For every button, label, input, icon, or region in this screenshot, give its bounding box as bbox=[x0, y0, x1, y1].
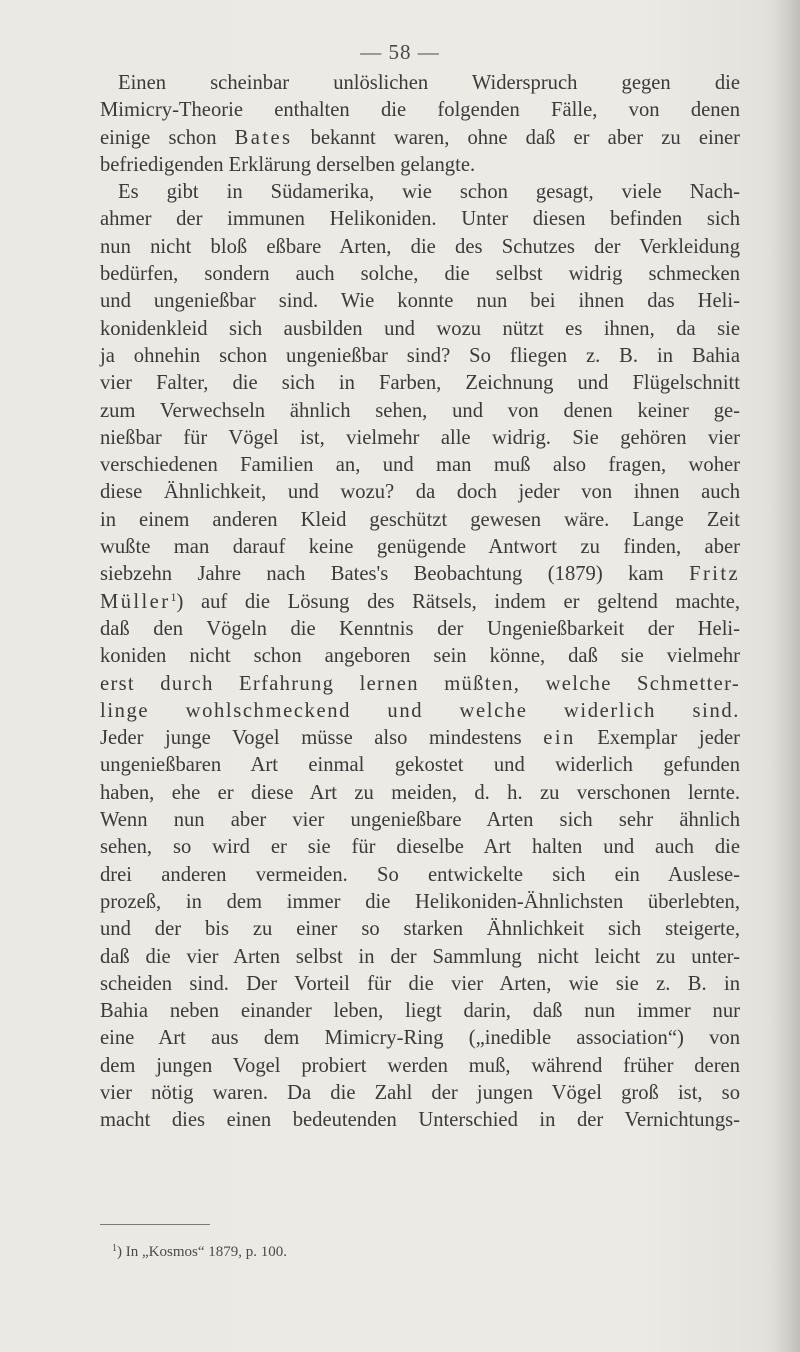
text-line: haben, ehe er diese Art zu meiden, d. h. zu verschonen lernte. bbox=[100, 781, 740, 804]
text-line: Bahia neben einander leben, liegt darin, daß nun immer nur bbox=[100, 1000, 740, 1023]
text-line: siebzehn Jahre nach Bates's Beobachtung (1879) kam Fritz bbox=[100, 563, 740, 586]
body-text bbox=[100, 70, 740, 1135]
footnote bbox=[112, 1244, 287, 1261]
text-line: und ungenießbar sind. Wie konnte nun bei ihnen das Heli- bbox=[100, 290, 740, 313]
text-line: ungenießbaren Art einmal gekostet und widerlich gefunden bbox=[100, 754, 740, 777]
text-line: dem jungen Vogel probiert werden muß, während früher deren bbox=[100, 1054, 740, 1077]
text-line: einige schon Bates bekannt waren, ohne daß er aber zu einer bbox=[100, 126, 740, 149]
text-line: koniden nicht schon angeboren sein könne, daß sie vielmehr bbox=[100, 645, 740, 668]
text-line: Jeder junge Vogel müsse also mindestens ein Exemplar jeder bbox=[100, 727, 740, 750]
page-number: — 58 — bbox=[360, 40, 440, 64]
text-line: zum Verwechseln ähnlich sehen, und von denen keiner ge- bbox=[100, 399, 740, 422]
text-line: scheiden sind. Der Vorteil für die vier Arten, wie sie z. B. in bbox=[100, 972, 740, 995]
text-line: prozeß, in dem immer die Helikoniden-Ähnlichsten überlebten, bbox=[100, 890, 740, 913]
page-edge-shadow bbox=[772, 0, 800, 1352]
text-line: Einen scheinbar unlöslichen Widerspruch gegen die bbox=[118, 72, 740, 94]
text-line: und der bis zu einer so starken Ähnlichkeit sich steigerte, bbox=[100, 918, 740, 941]
text-line: bedürfen, sondern auch solche, die selbst widrig schmecken bbox=[100, 263, 740, 286]
text-line: wußte man darauf keine genügende Antwort zu finden, aber bbox=[100, 536, 740, 559]
text-line: macht dies einen bedeutenden Unterschied in der Vernichtungs- bbox=[100, 1109, 740, 1132]
text-line: eine Art aus dem Mimicry-Ring („inedible association“) von bbox=[100, 1027, 740, 1050]
text-line: linge wohlschmeckend und welche widerlich sind. bbox=[100, 699, 740, 722]
text-line: vier nötig waren. Da die Zahl der jungen Vögel groß ist, so bbox=[100, 1081, 740, 1104]
text-line: verschiedenen Familien an, und man muß also fragen, woher bbox=[100, 454, 740, 477]
spaced-name-mueller: Müller bbox=[100, 590, 171, 613]
text-line: Es gibt in Südamerika, wie schon gesagt, viele Nach- bbox=[118, 181, 740, 204]
text-line: nießbar für Vögel ist, vielmehr alle widrig. Sie gehören vier bbox=[100, 426, 740, 449]
text-line: nun nicht bloß eßbare Arten, die des Schutzes der Verkleidung bbox=[100, 235, 740, 258]
spaced-name-fritz: Fritz bbox=[689, 563, 740, 586]
text-line: ja ohnehin schon ungenießbar sind? So fliegen z. B. in Bahia bbox=[100, 344, 740, 367]
text-line: erst durch Erfahrung lernen müßten, welche Schmetter- bbox=[100, 672, 740, 695]
text-line: drei anderen vermeiden. So entwickelte sich ein Auslese- bbox=[100, 863, 740, 886]
text-line: Wenn nun aber vier ungenießbare Arten sich sehr ähnlich bbox=[100, 809, 740, 832]
text-line: daß den Vögeln die Kenntnis der Ungenießbarkeit der Heli- bbox=[100, 617, 740, 640]
spaced-word-ein: ein bbox=[543, 727, 576, 750]
spaced-name-bates: Bates bbox=[234, 126, 293, 149]
text-line: daß die vier Arten selbst in der Sammlung nicht leicht zu unter- bbox=[100, 945, 740, 968]
text-line: Mimicry-Theorie enthalten die folgenden Fälle, von denen bbox=[100, 99, 740, 122]
text-line: ahmer der immunen Helikoniden. Unter diesen befinden sich bbox=[100, 208, 740, 231]
text-line: vier Falter, die sich in Farben, Zeichnung und Flügelschnitt bbox=[100, 372, 740, 395]
footnote-text: ) In „Kosmos“ 1879, p. 100. bbox=[117, 1244, 287, 1260]
text-line: konidenkleid sich ausbilden und wozu nützt es ihnen, da sie bbox=[100, 317, 740, 340]
text-line: in einem anderen Kleid geschützt gewesen wäre. Lange Zeit bbox=[100, 508, 740, 531]
text-line: befriedigenden Erklärung derselben gelangte. bbox=[100, 153, 476, 176]
footnote-rule bbox=[100, 1224, 210, 1225]
text-line: diese Ähnlichkeit, und wozu? da doch jeder von ihnen auch bbox=[100, 481, 740, 504]
footnote-marker: 1 bbox=[112, 1243, 117, 1254]
text-line: Müller$^1$) auf die Lösung des Rätsels, indem er geltend machte, bbox=[100, 589, 740, 613]
text-line: sehen, so wird er sie für dieselbe Art halten und auch die bbox=[100, 836, 740, 859]
footnote-ref: 1 bbox=[170, 589, 177, 604]
